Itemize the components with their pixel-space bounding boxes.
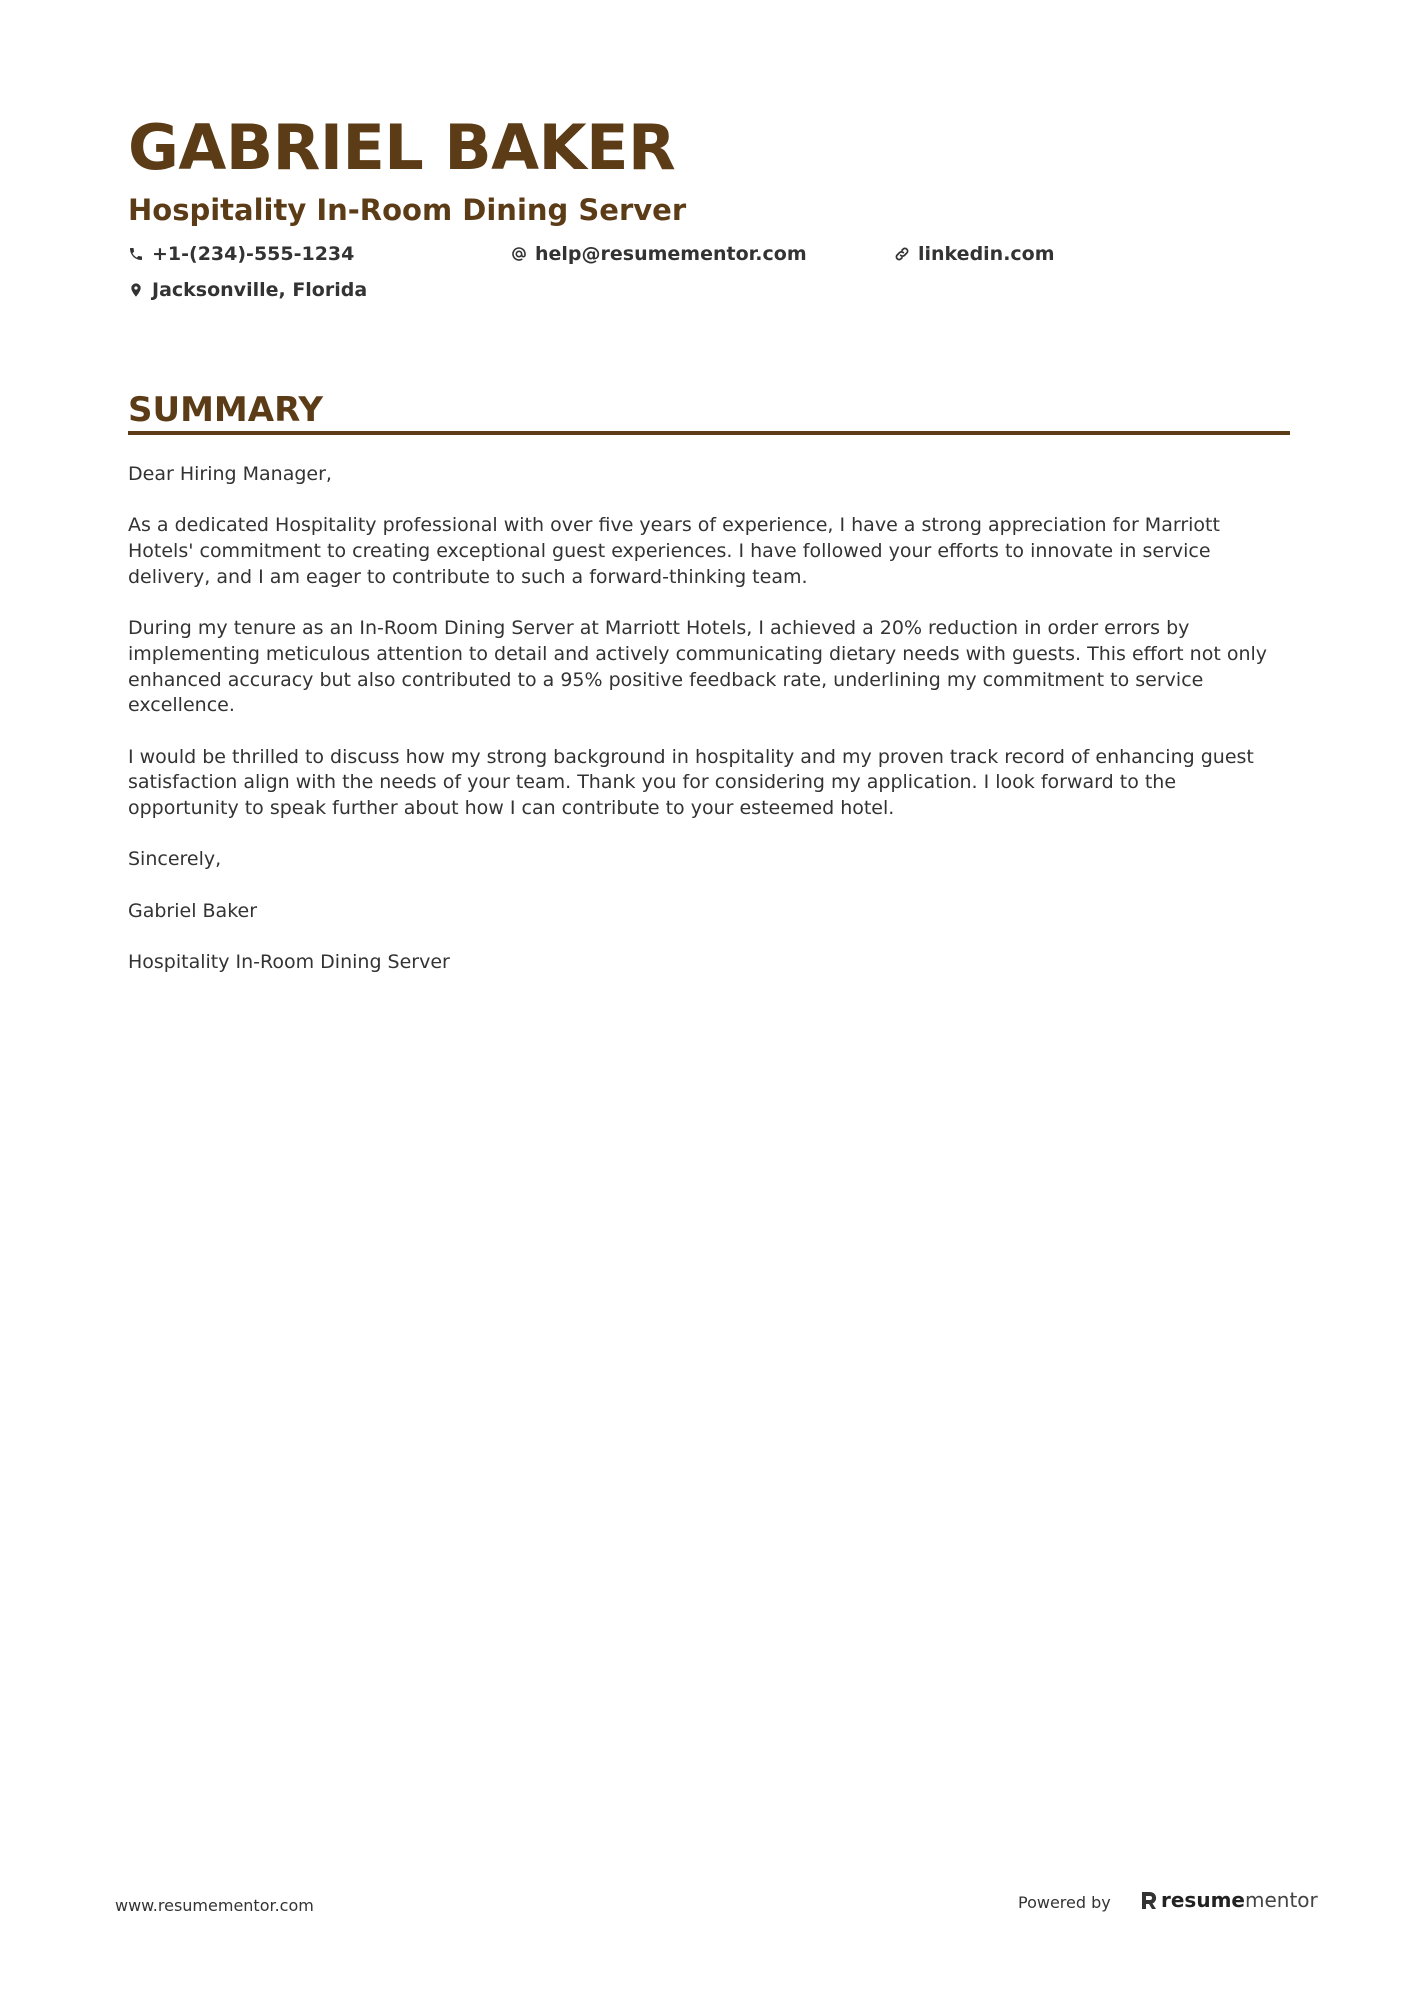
- job-title: Hospitality In-Room Dining Server: [128, 193, 687, 227]
- phone-icon: [128, 246, 144, 262]
- resumementor-logo-icon: [1140, 1890, 1158, 1910]
- map-pin-icon: [128, 282, 144, 298]
- contact-location: [128, 276, 367, 304]
- brand-name-part2: mentor: [1244, 1888, 1318, 1912]
- letter-salutation: Dear Hiring Manager,: [128, 463, 332, 485]
- footer-url[interactable]: www.resumementor.com: [115, 1896, 314, 1915]
- letter-paragraph: As a dedicated Hospitality professional with over five years of experience, I have a strong appreciation for Marriott Hotels' commitment to creating exceptional guest experiences. I have followed your efforts to innovate in service delivery, and I am eager to contribute to such a forward-thinking team.: [128, 514, 1220, 588]
- email-text[interactable]: help@resumementor.com: [535, 243, 807, 265]
- linkedin-text[interactable]: linkedin.com: [918, 243, 1055, 265]
- phone-text: +1-(234)-555-1234: [152, 243, 355, 265]
- section-divider: [128, 431, 1290, 435]
- footer-brand[interactable]: [1140, 1888, 1318, 1912]
- link-icon: [894, 246, 910, 262]
- summary-heading: SUMMARY: [128, 390, 324, 430]
- cover-letter-body: [128, 462, 1290, 1002]
- candidate-name: GABRIEL BAKER: [128, 111, 676, 184]
- letter-paragraph: During my tenure as an In-Room Dining Server at Marriott Hotels, I achieved a 20% reduction in order errors by implementing meticulous attention to detail and actively communicating dietary needs with guests. This effort not only enhanced accuracy but also contributed to a 95% positive feedback rate, underlining my commitment to service excellence.: [128, 617, 1268, 717]
- footer-powered-by: Powered by: [1018, 1893, 1111, 1912]
- contact-linkedin[interactable]: [894, 240, 1055, 268]
- letter-signature-title: Hospitality In-Room Dining Server: [128, 951, 450, 974]
- letter-paragraph: I would be thrilled to discuss how my strong background in hospitality and my proven track record of enhancing guest satisfaction align with the needs of your team. Thank you for considering my application. I look forward to the opportunity to speak further about how I can contribute to your esteemed hotel.: [128, 745, 1254, 820]
- letter-closing: Sincerely,: [128, 848, 222, 871]
- location-text: Jacksonville, Florida: [152, 279, 368, 301]
- at-icon: [511, 246, 527, 262]
- contact-phone: [128, 240, 354, 268]
- letter-signature-name: Gabriel Baker: [128, 899, 258, 922]
- contact-email[interactable]: [511, 240, 807, 268]
- brand-name-part1: resume: [1161, 1888, 1245, 1912]
